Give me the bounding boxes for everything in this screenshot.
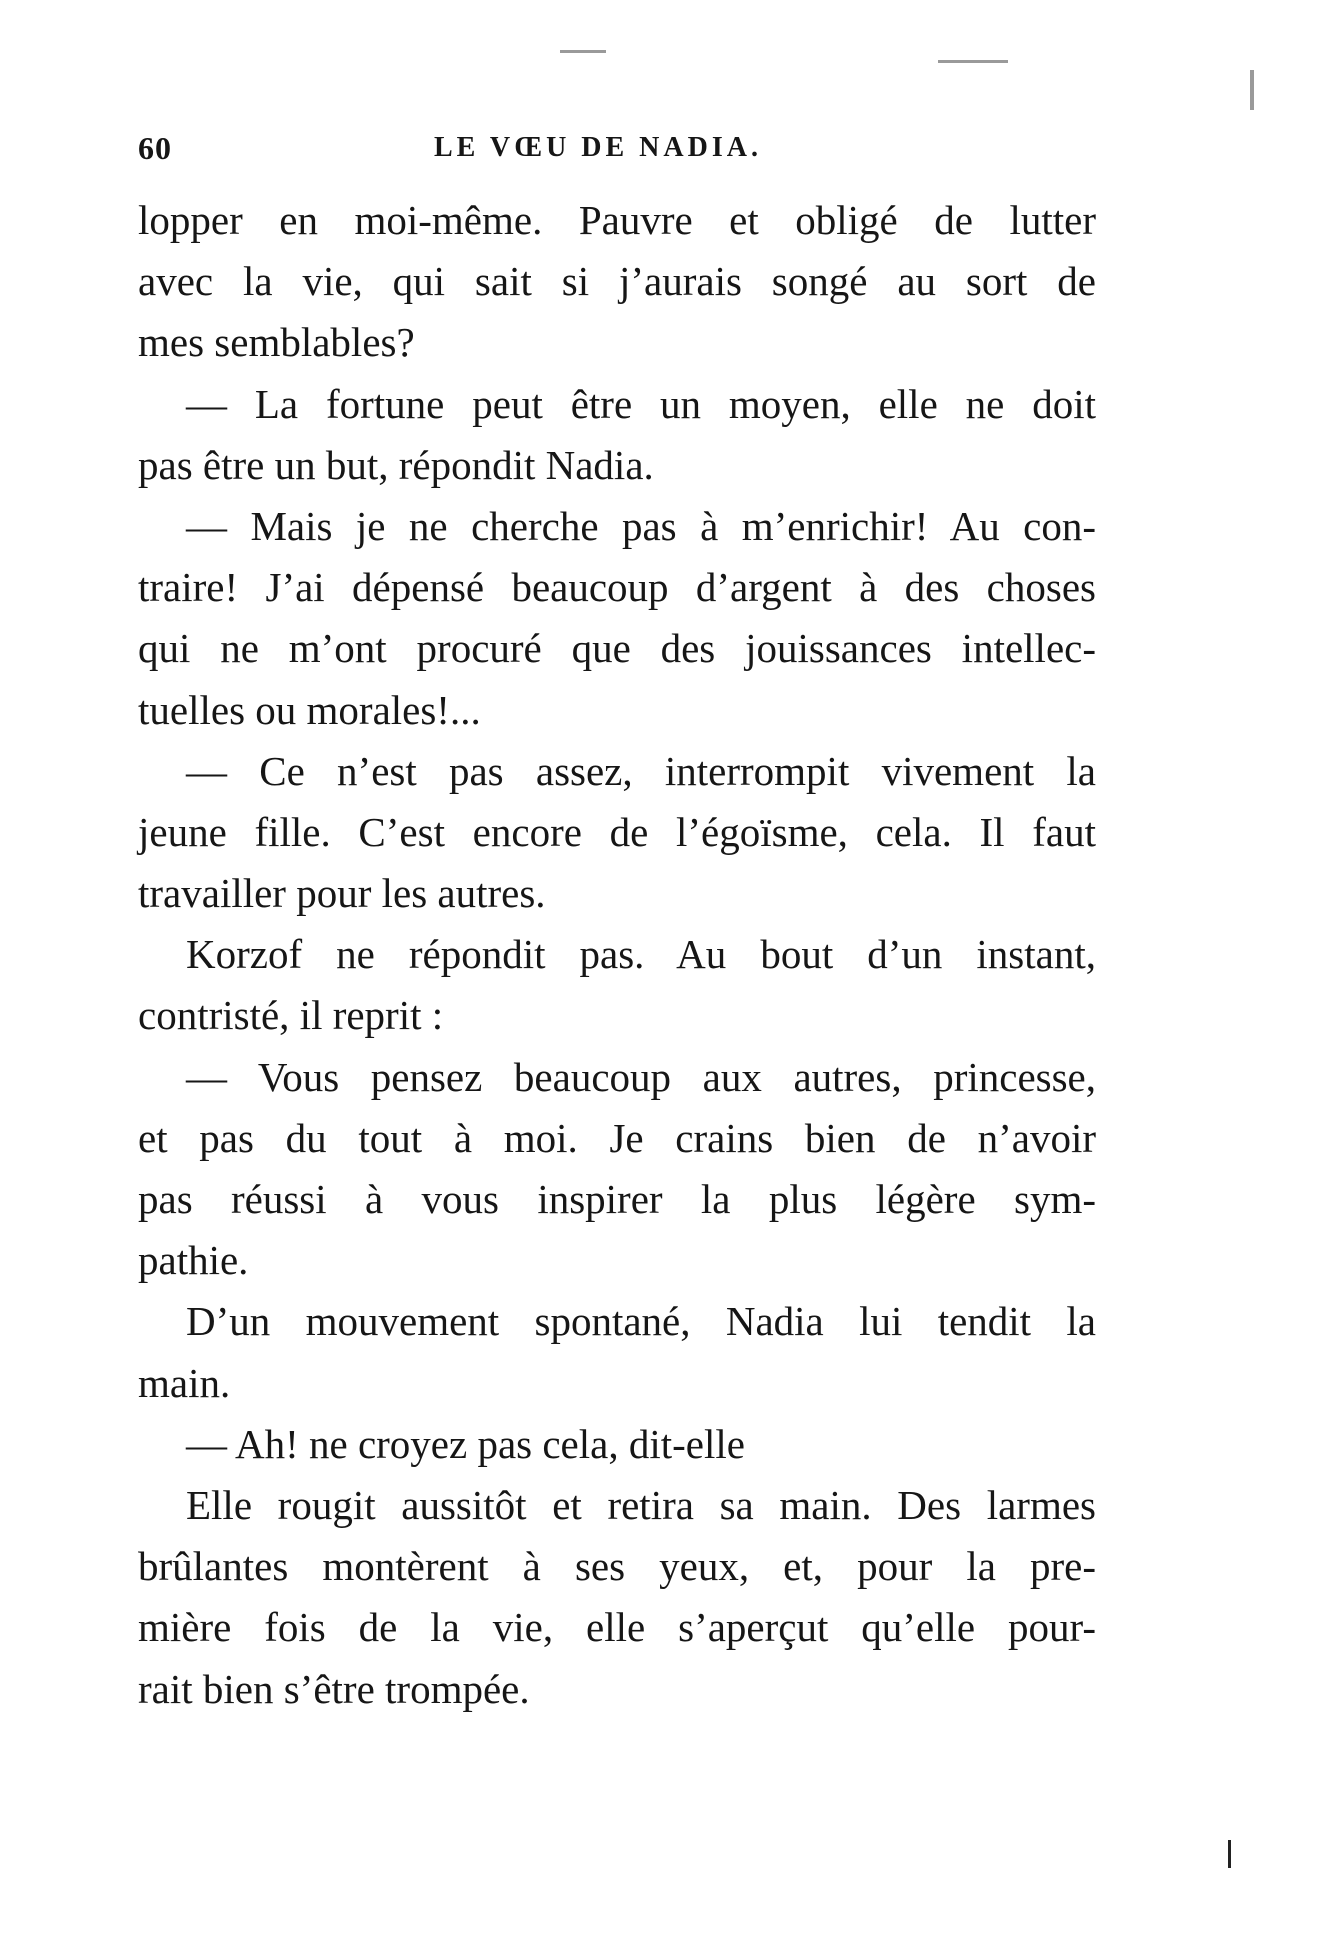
text-line: avec la vie, qui sait si j’aurais songé au sort de	[138, 258, 1096, 305]
text-line: traire! J’ai dépensé beaucoup d’argent à des choses	[138, 564, 1096, 611]
page-header	[138, 130, 1098, 174]
text-line: lopper en moi-même. Pauvre et obligé de lutter	[138, 197, 1096, 243]
text-line: qui ne m’ont procuré que des jouissances intellec-	[138, 625, 1096, 672]
text-line: mes semblables?	[138, 319, 415, 366]
body-text	[138, 190, 1096, 1720]
running-title: LE VŒU DE NADIA.	[434, 132, 762, 163]
text-line: pas être un but, répondit Nadia.	[138, 441, 654, 488]
text-line: contristé, il reprit :	[138, 992, 444, 1039]
print-mark	[560, 50, 606, 53]
text-line: rait bien s’être trompée.	[138, 1665, 530, 1712]
text-line: — La fortune peut être un moyen, elle ne doit	[186, 380, 1096, 427]
text-line: — Vous pensez beaucoup aux autres, princesse,	[186, 1053, 1096, 1100]
print-mark	[1250, 70, 1254, 110]
print-mark	[1228, 1840, 1231, 1868]
text-line: tuelles ou morales!...	[138, 686, 481, 733]
text-line: main.	[138, 1359, 231, 1406]
text-line: Elle rougit aussitôt et retira sa main. Des larmes	[186, 1481, 1096, 1528]
text-line: pas réussi à vous inspirer la plus légère sym-	[138, 1176, 1096, 1222]
text-line: D’un mouvement spontané, Nadia lui tendit la	[186, 1298, 1096, 1345]
text-line: — Mais je ne cherche pas à m’enrichir! Au con-	[186, 502, 1096, 549]
page-number: 60	[138, 130, 172, 166]
print-mark	[938, 60, 1008, 63]
text-line: — Ah! ne croyez pas cela, dit-elle	[186, 1420, 745, 1467]
text-line: pathie.	[138, 1237, 249, 1284]
text-line: Korzof ne répondit pas. Au bout d’un instant,	[186, 931, 1096, 978]
text-line: travailler pour les autres.	[138, 870, 546, 917]
text-line: brûlantes montèrent à ses yeux, et, pour la pre-	[138, 1543, 1096, 1590]
text-line: mière fois de la vie, elle s’aperçut qu’elle pour-	[138, 1604, 1096, 1651]
text-line: et pas du tout à moi. Je crains bien de n’avoir	[138, 1114, 1096, 1161]
text-line: — Ce n’est pas assez, interrompit vivement la	[186, 747, 1096, 794]
text-line: jeune fille. C’est encore de l’égoïsme, cela. Il faut	[138, 808, 1096, 855]
